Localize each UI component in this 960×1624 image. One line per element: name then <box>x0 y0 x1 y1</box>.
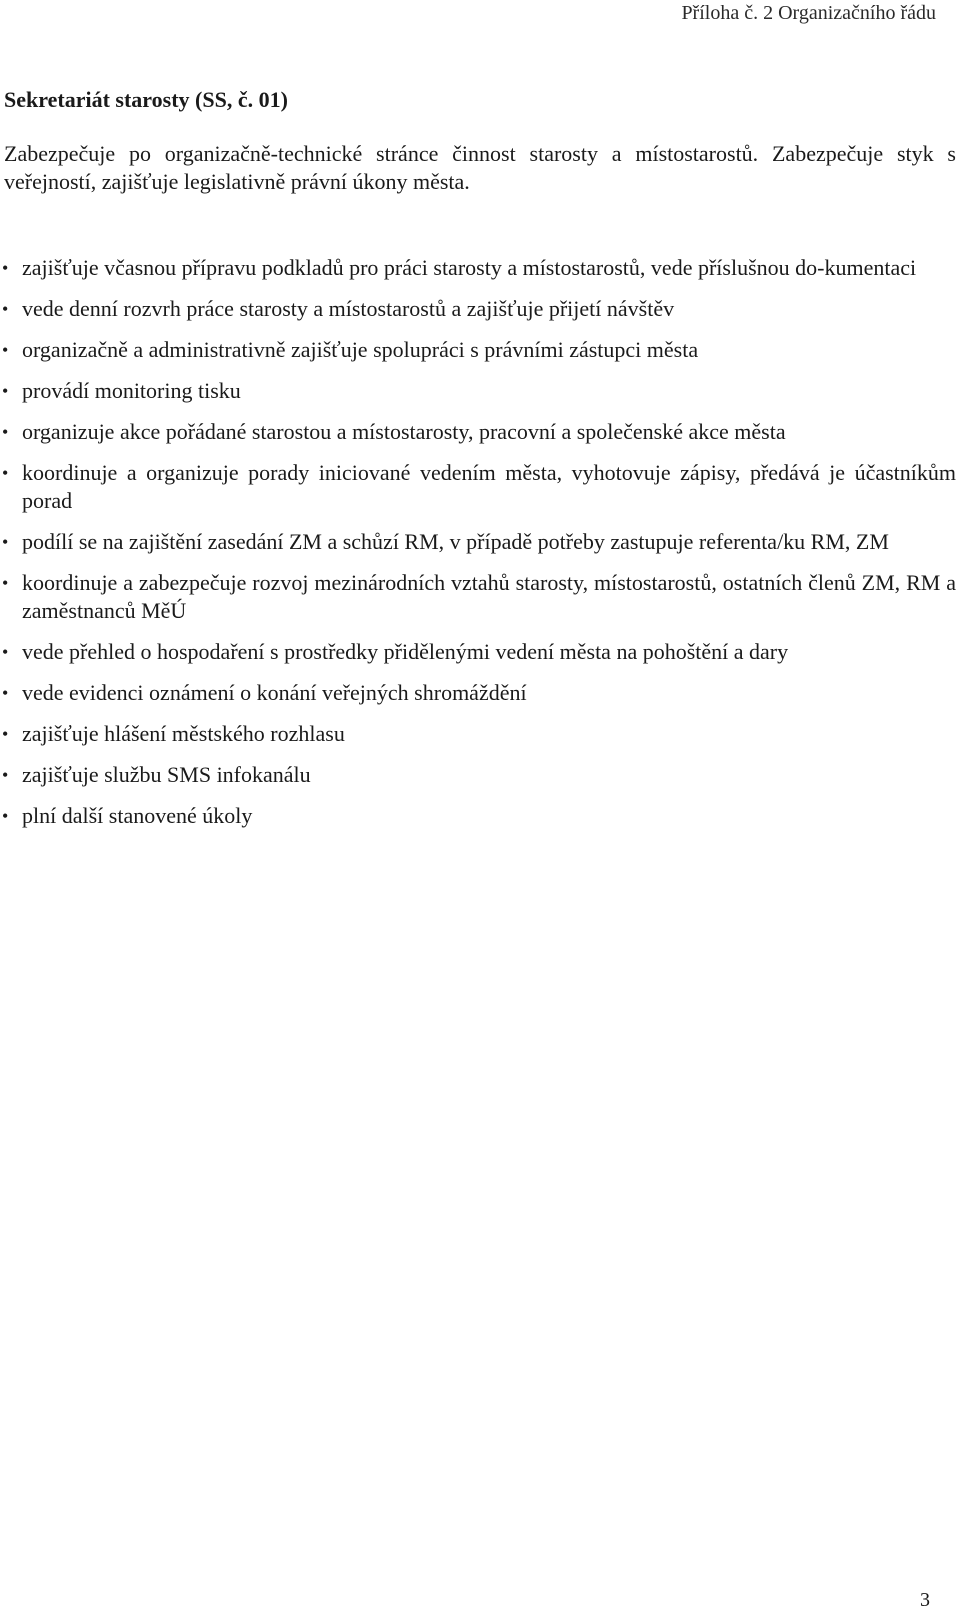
bullet-icon: • <box>2 463 9 483</box>
bullet-icon: • <box>2 532 9 552</box>
section-intro: Zabezpečuje po organizačně-technické stránce činnost starosty a místostarostů. Zabezpečuje styk s veřejností, zajišťuje legislativně právní úkony města. <box>4 141 956 194</box>
list-item-text: zajišťuje službu SMS infokanálu <box>22 762 311 787</box>
bullet-icon: • <box>2 806 9 826</box>
bullet-icon: • <box>2 340 9 360</box>
bullet-icon: • <box>2 299 9 319</box>
bullet-icon: • <box>2 258 9 278</box>
bullet-icon: • <box>2 683 9 703</box>
list-item <box>0 679 956 707</box>
list-item-text: vede evidenci oznámení o konání veřejných shromáždění <box>22 680 527 705</box>
list-item-text: plní další stanovené úkoly <box>22 803 253 828</box>
list-item <box>0 418 956 446</box>
appendix-note: Příloha č. 2 Organizačního řádu <box>681 2 936 24</box>
list-item <box>0 802 956 830</box>
list-item-text: organizačně a administrativně zajišťuje spolupráci s právními zástupci města <box>22 337 699 362</box>
list-item-text: vede přehled o hospodaření s prostředky přidělenými vedení města na pohoštění a dary <box>22 639 789 664</box>
list-item <box>0 336 956 364</box>
list-item-text: organizuje akce pořádané starostou a místostarosty, pracovní a společenské akce města <box>22 419 786 444</box>
list-item <box>0 638 956 666</box>
list-item-text: zajišťuje hlášení městského rozhlasu <box>22 721 345 746</box>
duties-list <box>0 254 960 843</box>
bullet-icon: • <box>2 765 9 785</box>
list-item <box>0 254 956 282</box>
page-number: 3 <box>920 1589 930 1611</box>
list-item <box>0 295 956 323</box>
list-item <box>0 761 956 789</box>
list-item <box>0 459 956 515</box>
bullet-icon: • <box>2 422 9 442</box>
list-item <box>0 720 956 748</box>
list-item <box>0 528 956 556</box>
bullet-icon: • <box>2 573 9 593</box>
bullet-icon: • <box>2 642 9 662</box>
list-item <box>0 569 956 625</box>
list-item-text: zajišťuje včasnou přípravu podkladů pro práci starosty a místostarostů, vede příslušnou do-kumentaci <box>22 255 917 280</box>
bullet-icon: • <box>2 724 9 744</box>
list-item-text: koordinuje a organizuje porady iniciované vedením města, vyhotovuje zápisy, předává je účastníkům porad <box>22 460 956 513</box>
list-item-text: koordinuje a zabezpečuje rozvoj mezinárodních vztahů starosty, místostarostů, ostatních členů ZM, RM a zaměstnanců MěÚ <box>22 570 956 623</box>
list-item-text: vede denní rozvrh práce starosty a místostarostů a zajišťuje přijetí návštěv <box>22 296 675 321</box>
list-item-text: provádí monitoring tisku <box>22 378 241 403</box>
list-item <box>0 377 956 405</box>
section-title: Sekretariát starosty (SS, č. 01) <box>4 87 288 112</box>
bullet-icon: • <box>2 381 9 401</box>
list-item-text: podílí se na zajištění zasedání ZM a schůzí RM, v případě potřeby zastupuje referenta/ku RM, ZM <box>22 529 889 554</box>
